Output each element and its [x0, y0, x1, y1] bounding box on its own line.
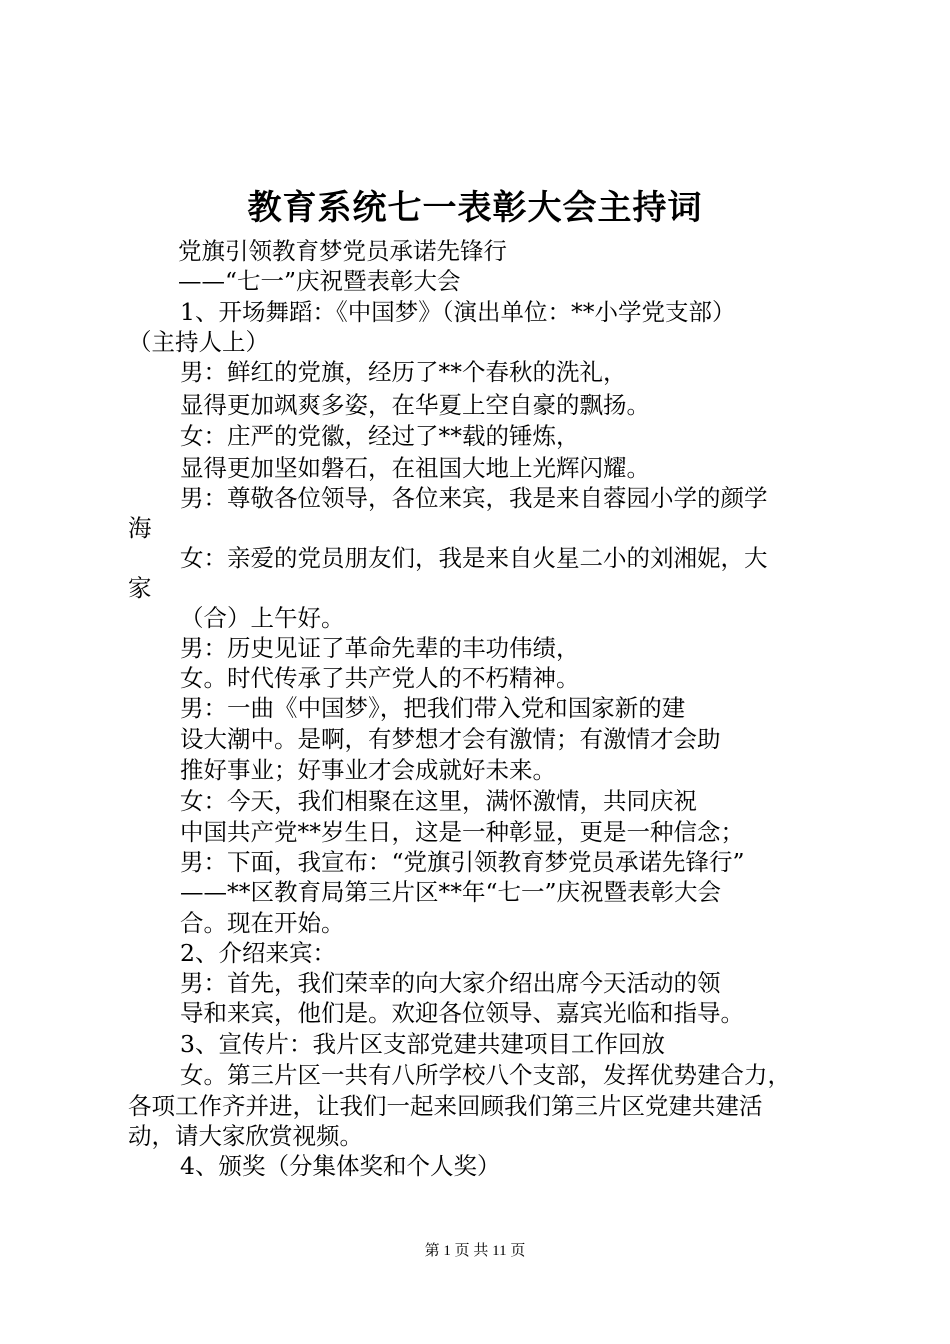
- text-line: 女：亲爱的党员朋友们，我是来自火星二小的刘湘妮，大: [180, 544, 768, 572]
- text-line: 设大潮中。是啊，有梦想才会有激情；有激情才会助: [180, 725, 721, 753]
- text-line: 女。第三片区一共有八所学校八个支部，发挥优势建合力，: [180, 1061, 791, 1089]
- text-line: 推好事业；好事业才会成就好未来。: [180, 756, 556, 784]
- text-line: 女。时代传承了共产党人的不朽精神。: [180, 664, 580, 692]
- text-line: 导和来宾，他们是。欢迎各位领导、嘉宾光临和指导。: [180, 999, 744, 1027]
- text-line: 男：历史见证了革命先辈的丰功伟绩，: [180, 634, 580, 662]
- text-line: 海: [128, 514, 152, 542]
- text-line: （主持人上）: [128, 328, 269, 356]
- text-line: （合）上午好。: [180, 604, 345, 632]
- text-line: 各项工作齐并进，让我们一起来回顾我们第三片区党建共建活: [128, 1092, 763, 1120]
- text-line: 3、宣传片：我片区支部党建共建项目工作回放: [180, 1030, 665, 1058]
- text-line: 合。现在开始。: [180, 909, 345, 937]
- text-line: 2、介绍来宾：: [180, 939, 336, 967]
- text-line: 动，请大家欣赏视频。: [128, 1122, 363, 1150]
- text-line: 男：尊敬各位领导，各位来宾，我是来自蓉园小学的颜学: [180, 484, 768, 512]
- text-line: 男：一曲《中国梦》，把我们带入党和国家新的建: [180, 694, 686, 722]
- text-line: 1、开场舞蹈：《中国梦》（演出单位：**小学党支部）: [180, 298, 736, 326]
- text-line: 家: [128, 574, 152, 602]
- text-line: 男：首先，我们荣幸的向大家介绍出席今天活动的领: [180, 969, 721, 997]
- text-line: 女：庄严的党徽，经过了**载的锤炼，: [180, 422, 580, 450]
- document-title: 教育系统七一表彰大会主持词: [247, 188, 703, 228]
- text-line: 男：下面，我宣布：“党旗引领教育梦党员承诺先锋行”: [180, 848, 745, 876]
- text-line: 中国共产党**岁生日，这是一种彰显，更是一种信念；: [180, 818, 744, 846]
- text-line: 4、颁奖（分集体奖和个人奖）: [180, 1152, 501, 1180]
- text-line: ——**区教育局第三片区**年“七一”庆祝暨表彰大会: [180, 878, 722, 906]
- text-line: ——“七一”庆祝暨表彰大会: [178, 267, 461, 295]
- text-line: 男：鲜红的党旗，经历了**个春秋的洗礼，: [180, 358, 627, 386]
- page-footer: 第 1 页 共 11 页: [424, 1243, 526, 1259]
- text-line: 女：今天，我们相聚在这里，满怀激情，共同庆祝: [180, 787, 697, 815]
- text-line: 显得更加飒爽多姿，在华夏上空自豪的飘扬。: [180, 391, 650, 419]
- text-line: 党旗引领教育梦党员承诺先锋行: [178, 237, 507, 265]
- text-line: 显得更加坚如磐石，在祖国大地上光辉闪耀。: [180, 454, 650, 482]
